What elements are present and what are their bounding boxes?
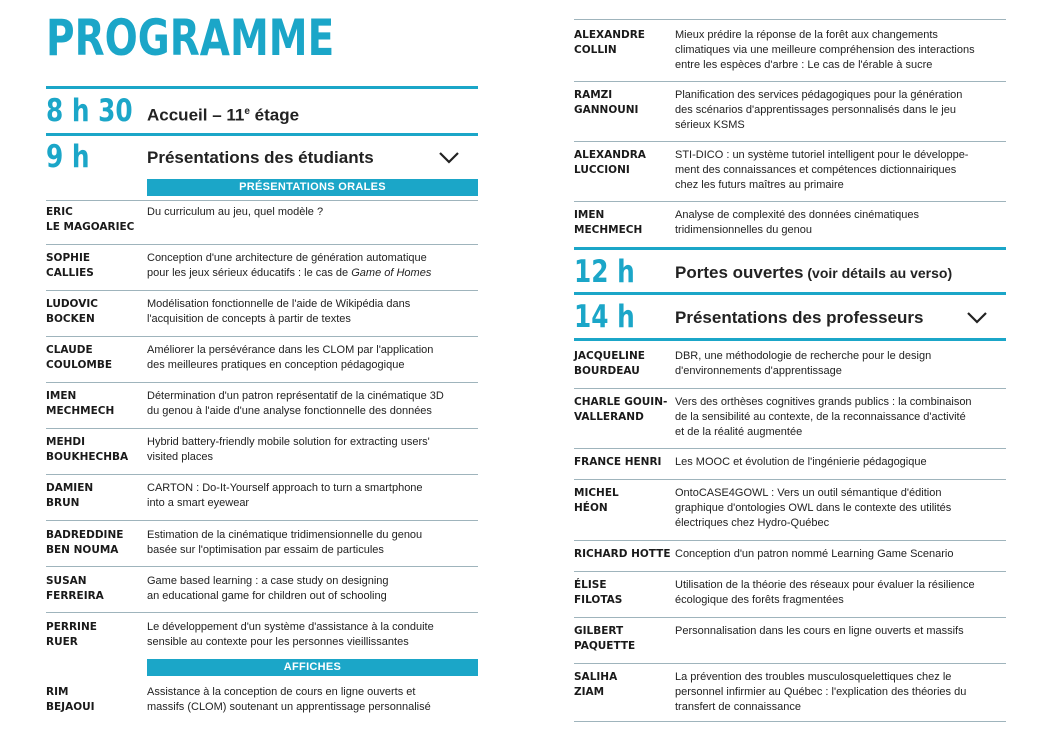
presenter-name: RIM BEJAOUI	[46, 686, 95, 713]
presenter-name: FRANCE HENRI	[574, 456, 662, 468]
presenter-name: BADREDDINE BEN NOUMA	[46, 529, 124, 556]
presentation-title: OntoCASE4GOWL : Vers un outil sémantique d'édition graphique d'ontologies OWL dans le contexte des utilités électriques chez Hydro-Québec	[675, 487, 952, 529]
divider	[46, 520, 478, 521]
divider	[46, 290, 478, 291]
band-presentations-orales: PRÉSENTATIONS ORALES	[147, 179, 478, 196]
presentation-title: Hybrid battery-friendly mobile solution for extracting users' visited places	[147, 436, 430, 463]
divider	[46, 336, 478, 337]
presentation-title: Assistance à la conception de cours en ligne ouverts et massifs (CLOM) soutenant un apprentissage personnalisé	[147, 686, 431, 713]
time-professeurs: 14 h	[574, 299, 635, 335]
divider	[46, 566, 478, 567]
divider	[574, 721, 1006, 722]
presentation-title: STI-DICO : un système tutoriel intelligent pour le développe- ment des connaissances et compétences dictionnairiques chez les futurs maîtres au primaire	[675, 149, 969, 191]
divider	[46, 612, 478, 613]
divider	[574, 292, 1006, 295]
divider	[46, 428, 478, 429]
chevron-down-icon[interactable]	[966, 311, 988, 325]
presenter-name: ERIC LE MAGOARIEC	[46, 206, 135, 233]
time-portes: 12 h	[574, 254, 635, 290]
divider	[574, 448, 1006, 449]
presenter-name: RAMZI GANNOUNI	[574, 89, 639, 116]
divider	[574, 338, 1006, 341]
time-etudiants: 9 h	[46, 139, 90, 175]
presentation-title-emphasis: Game of Homes	[351, 267, 432, 279]
presentation-title: Du curriculum au jeu, quel modèle ?	[147, 206, 324, 218]
presentation-title: Conception d'une architecture de génération automatique pour les jeux sérieux éducatifs : le cas de Game of Homes	[147, 252, 432, 279]
presenter-name: ALEXANDRA LUCCIONI	[574, 149, 646, 176]
divider	[574, 663, 1006, 664]
presenter-name: CHARLE GOUIN- VALLERAND	[574, 396, 668, 423]
presenter-name: PERRINE RUER	[46, 621, 97, 648]
divider	[574, 19, 1006, 20]
chevron-down-icon[interactable]	[438, 151, 460, 165]
divider	[46, 474, 478, 475]
divider	[574, 388, 1006, 389]
divider	[574, 81, 1006, 82]
presentation-title: Game based learning : a case study on designing an educational game for children out of schooling	[147, 575, 389, 602]
presentation-title: Personnalisation dans les cours en ligne ouverts et massifs	[675, 625, 964, 637]
presenter-name: JACQUELINE BOURDEAU	[574, 350, 645, 377]
presentation-title: Détermination d'un patron représentatif de la cinématique 3D du genou à l'aide d'une analyse fonctionnelle des données	[147, 390, 444, 417]
presenter-name: MEHDI BOUKHECHBA	[46, 436, 129, 463]
presentation-title: Modélisation fonctionnelle de l'aide de Wikipédia dans l'acquisition de concepts à partir de textes	[147, 298, 411, 325]
presenter-name: CLAUDE COULOMBE	[46, 344, 113, 371]
presentation-title: Planification des services pédagogiques pour la génération des scénarios d'apprentissages personnalisés dans le jeu sérieux KSMS	[675, 89, 963, 131]
divider	[574, 571, 1006, 572]
presenter-name: ALEXANDRE COLLIN	[574, 29, 645, 56]
section-etudiants: Présentations des étudiants	[147, 148, 374, 167]
divider	[46, 244, 478, 245]
presentation-title: Conception d'un patron nommé Learning Game Scenario	[675, 548, 954, 560]
presenter-name: IMEN MECHMECH	[574, 209, 643, 236]
section-accueil: Accueil – 11e étage	[147, 105, 300, 125]
divider	[46, 200, 478, 201]
presenter-name: SUSAN FERREIRA	[46, 575, 104, 602]
divider	[46, 86, 478, 89]
section-professeurs: Présentations des professeurs	[675, 308, 924, 327]
presentation-title: Mieux prédire la réponse de la forêt aux changements climatiques via une meilleure compréhension des interactions entre les espèces d'arbre : Le cas de l'érable à sucre	[675, 29, 975, 71]
divider	[46, 133, 478, 136]
presentation-title: Utilisation de la théorie des réseaux pour évaluer la résilience écologique des forêts fragmentées	[675, 579, 975, 606]
presenter-name: DAMIEN BRUN	[46, 482, 94, 509]
time-accueil: 8 h 30	[46, 93, 133, 129]
presentation-title: Le développement d'un système d'assistance à la conduite sensible au contexte pour les personnes vieillissantes	[147, 621, 434, 648]
page-title: PROGRAMME	[46, 9, 335, 67]
presenter-name: MICHEL HÉON	[574, 487, 619, 514]
presenter-name: SOPHIE CALLIES	[46, 252, 94, 279]
presenter-name: RICHARD HOTTE	[574, 548, 671, 560]
section-portes-ouvertes: Portes ouvertes (voir détails au verso)	[675, 263, 953, 282]
presenter-name: GILBERT PAQUETTE	[574, 625, 636, 652]
presentation-title: Analyse de complexité des données cinématiques tridimensionnelles du genou	[675, 209, 919, 236]
presentation-title: La prévention des troubles musculosquelettiques chez le personnel infirmier au Québec : l'explication des théories du transfert de connaissance	[675, 671, 967, 713]
presenter-name: SALIHA ZIAM	[574, 671, 618, 698]
divider	[574, 617, 1006, 618]
presenter-name: IMEN MECHMECH	[46, 390, 115, 417]
presenter-name: LUDOVIC BOCKEN	[46, 298, 98, 325]
presentation-title: DBR, une méthodologie de recherche pour le design d'environnements d'apprentissage	[675, 350, 932, 377]
band-affiches: AFFICHES	[147, 659, 478, 676]
presentation-title: Estimation de la cinématique tridimensionnelle du genou basée sur l'optimisation par essaim de particules	[147, 529, 423, 556]
presentation-title: Vers des orthèses cognitives grands publics : la combinaison de la sensibilité au contexte, de la reconnaissance d'activité et de la réalité augmentée	[675, 396, 972, 438]
presenter-name: ÉLISE FILOTAS	[574, 579, 623, 606]
presentation-title: CARTON : Do-It-Yourself approach to turn a smartphone into a smart eyewear	[147, 482, 423, 509]
divider	[574, 201, 1006, 202]
presentation-title: Les MOOC et évolution de l'ingénierie pédagogique	[675, 456, 927, 468]
divider	[574, 141, 1006, 142]
presentation-title: Améliorer la persévérance dans les CLOM par l'application des meilleures pratiques en conception pédagogique	[147, 344, 434, 371]
divider	[574, 540, 1006, 541]
divider	[46, 382, 478, 383]
divider	[574, 247, 1006, 250]
divider	[574, 479, 1006, 480]
